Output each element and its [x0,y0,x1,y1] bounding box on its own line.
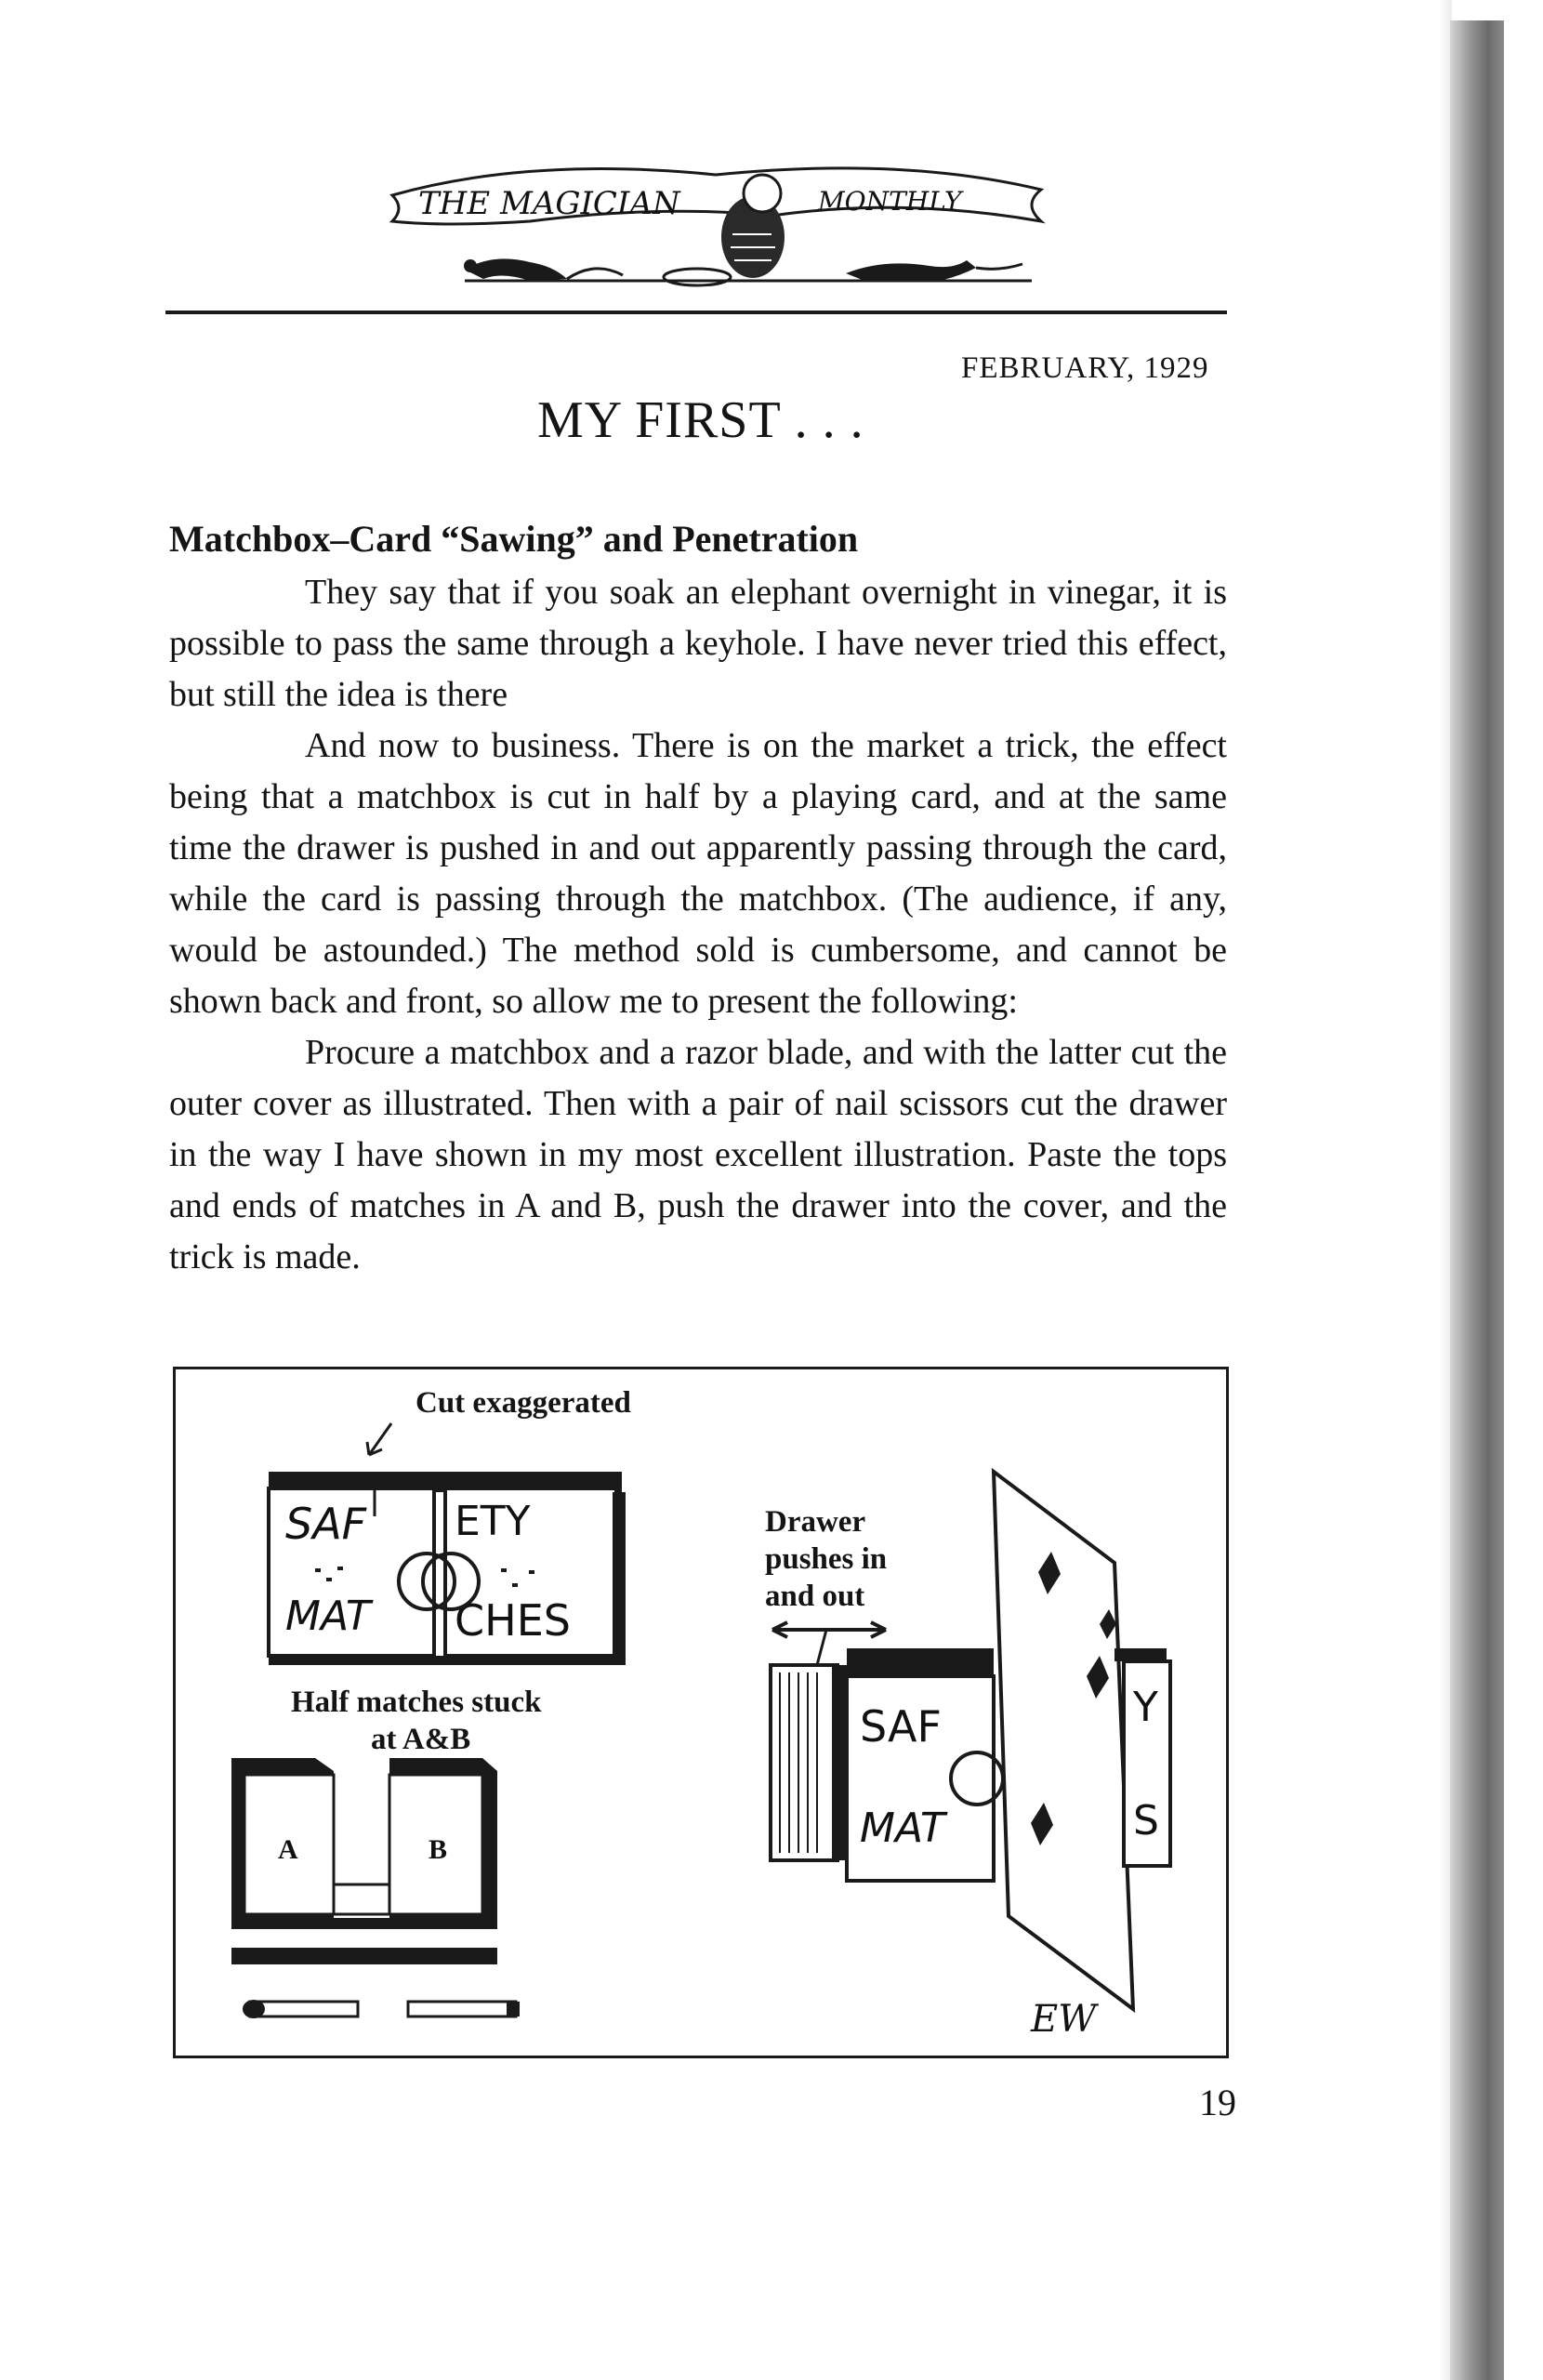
caption-line: and out [765,1580,865,1613]
masthead-title-left: THE MAGICIAN [418,185,680,222]
masthead-title-right: MONTHLY [818,186,962,217]
caption-cut-exaggerated: Cut exaggerated [415,1386,631,1420]
article-title: Matchbox–Card “Sawing” and Penetration [169,518,859,560]
label-saf-right: SAF [860,1701,942,1752]
caption-line: Half matches stuck [291,1686,542,1719]
caption-drawer [765,1503,887,1615]
label-s-right: S [1133,1797,1159,1844]
caption-line: Drawer [765,1505,866,1539]
caption-half-matches [291,1684,541,1758]
section-title: MY FIRST . . . [537,391,864,449]
label-saf: SAF [285,1499,367,1549]
cut-matchbox-drawing [269,1472,626,1665]
paragraph: Procure a matchbox and a razor blade, and with the latter cut the outer cover as illustrated. Then with a pair of nail scissors cut the drawer in the way I have shown in my most excellent illustration. Paste the tops and ends of matches in A and B, push the drawer into the cover, and the trick is made. [169,1033,1227,1276]
page-number: 19 [1199,2082,1236,2123]
article-body [169,567,1227,1283]
label-mat: MAT [285,1593,371,1640]
label-ety: ETY [455,1498,531,1545]
caption-line: at A&B [371,1723,471,1756]
paragraph: And now to business. There is on the market a trick, the effect being that a matchbox is cut in half by a playing card, and at the same time the drawer is pushed in and out apparently passing through the card, while the card is passing through the matchbox. (The audience, if any, would be astounded.) The method sold is cumbersome, and cannot be shown back and front, so allow me to present the following: [169,726,1227,1021]
cut-drawer-drawing [231,1758,520,2018]
cut-arrow-icon [367,1423,391,1455]
label-a: A [278,1834,298,1865]
label-b: B [429,1834,448,1865]
paragraph: They say that if you soak an elephant overnight in vinegar, it is possible to pass the same through a keyhole. I have never tried this effect, but still the idea is there [169,573,1227,714]
double-arrow-icon [772,1622,886,1637]
issue-date: FEBRUARY, 1929 [961,351,1209,385]
book-spine [1450,20,1504,2380]
label-ches: CHES [455,1595,571,1646]
label-y-right: Y [1133,1684,1158,1731]
artist-signature: EW [1031,1998,1097,2041]
header-rule [165,311,1227,314]
illustration-box [173,1367,1229,2058]
label-mat-right: MAT [860,1805,945,1852]
masthead-logo [381,149,1060,298]
caption-line: pushes in [765,1542,888,1576]
